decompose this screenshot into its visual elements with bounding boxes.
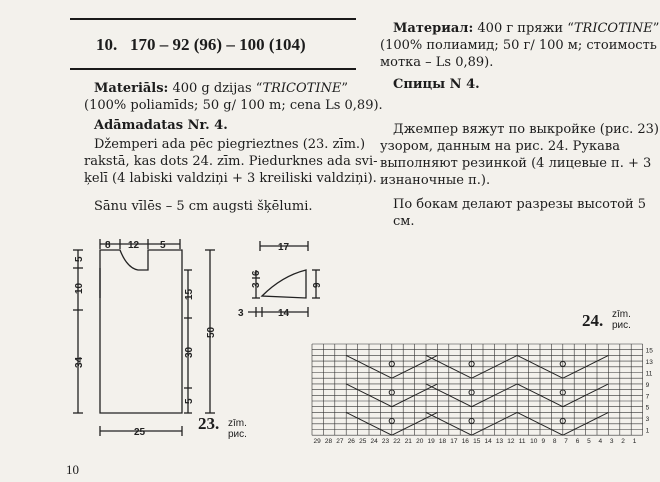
figure-23-labels: [228, 418, 247, 440]
lv-materials-line-2: (100% poliamīds; 50 g/ 100 m; cena Ls 0,89).: [84, 98, 383, 113]
dim-bottom-width: 25: [134, 427, 146, 438]
dim-top-b: 12: [128, 240, 140, 251]
chart-column-number: 1: [632, 438, 637, 446]
lv-materials: [94, 80, 364, 97]
sleeve-dim-left-2: 6: [251, 270, 262, 276]
chart-column-number: 18: [438, 438, 447, 446]
figure-24-caption: [582, 311, 603, 331]
ru-materials-line-3: мотка – Ls 0,89).: [380, 55, 494, 70]
chart-column-number: 16: [461, 438, 469, 446]
chart-column-number: 5: [587, 438, 591, 446]
chart-column-number: 8: [552, 438, 557, 446]
lv-needles: Adāmadatas Nr. 4.: [94, 118, 228, 133]
chart-column-number: 29: [313, 438, 321, 446]
ru-materials-line-2: (100% полиамид; 50 г/ 100 м; стоимость: [380, 38, 657, 53]
ru-quote-close: ”: [652, 21, 660, 36]
pattern-heading: [96, 35, 306, 55]
lv-slits: Sānu vīlēs – 5 cm augsti šķēlumi.: [94, 199, 313, 214]
figure-24-number: 24.: [582, 311, 604, 330]
ru-yarn-name: TRICOTINE: [573, 21, 653, 36]
header-top-rule: [70, 18, 356, 20]
chart-column-number: 19: [427, 438, 435, 446]
chart-column-number: 3: [609, 438, 614, 446]
lv-yarn-name: TRICOTINE: [262, 81, 342, 96]
page-number: 10: [66, 462, 79, 477]
chart-column-number: 26: [347, 438, 355, 446]
pattern-number: 10.: [96, 35, 118, 54]
dim-left-a: 5: [74, 256, 85, 262]
chart-column-number: 24: [370, 438, 378, 446]
chart-column-number: 20: [416, 438, 424, 446]
figure-23-caption: [198, 414, 219, 434]
chart-column-number: 10: [530, 438, 538, 446]
chart-row-number: 11: [645, 370, 653, 378]
chart-column-number: 17: [450, 438, 458, 446]
figure-23-label-lv: zīm.: [228, 418, 247, 429]
dim-right-b: 30: [184, 346, 195, 358]
chart-column-number: 12: [507, 438, 515, 446]
lv-materials-label: Materiāls:: [94, 81, 169, 96]
dim-total-height: 50: [206, 326, 217, 338]
chart-column-number: 6: [575, 438, 580, 446]
chart-column-number: 22: [393, 438, 401, 446]
chart-column-number: 14: [484, 438, 492, 446]
sleeve-dim-left: 3: [251, 282, 262, 288]
ru-body-line-3: выполняют резинкой (4 лицевые п. + 3: [380, 156, 652, 171]
chart-column-number: 7: [564, 438, 568, 446]
chart-column-number: 11: [518, 438, 526, 446]
figure-23-number: 23.: [198, 414, 220, 433]
chart-column-number: 21: [404, 438, 412, 446]
ru-body-line-1: Джемпер вяжут по выкройке (рис. 23): [393, 122, 659, 137]
chart-column-number: 27: [336, 438, 344, 446]
dim-left-c: 34: [74, 356, 85, 368]
figure-23-label-ru: рис.: [228, 429, 247, 440]
dim-right-a: 15: [184, 288, 195, 300]
chart-column-number: 28: [324, 438, 333, 446]
ru-materials-label: Материал:: [393, 21, 474, 36]
figure-24-stitch-chart: [308, 340, 660, 452]
sleeve-dim-top: 17: [278, 242, 290, 253]
ru-slits: По бокам делают разрезы высотой 5 см.: [393, 197, 647, 229]
lv-body-line-3: ķelī (4 labiski valdziņi + 3 kreiliski valdziņi).: [84, 171, 377, 186]
chart-column-number: 2: [621, 438, 625, 446]
sleeve-dim-right: 9: [312, 282, 323, 288]
sleeve-dim-bottom-a: 3: [238, 308, 244, 319]
dim-left-b: 10: [74, 282, 85, 294]
body-outline: [100, 250, 182, 413]
lv-body-line-1: Džemperi ada pēc piegrieztnes (23. zīm.): [94, 137, 366, 152]
dim-right-c: 5: [184, 398, 195, 404]
ru-body-line-4: изнаночные п.).: [380, 173, 491, 188]
figure-24-labels: [612, 309, 631, 331]
figure-24-label-ru: рис.: [612, 320, 631, 331]
chart-row-number: 1: [645, 427, 650, 435]
lv-quote-close: ”: [341, 81, 348, 96]
dim-top-c: 5: [160, 240, 166, 251]
ru-materials: [393, 20, 659, 37]
chart-column-number: 25: [359, 438, 367, 446]
ru-body-line-2: узором, данным на рис. 24. Рукава: [380, 139, 620, 154]
sleeve-outline: [262, 270, 306, 298]
header-bottom-rule: [70, 68, 356, 70]
figure-24-label-lv: zīm.: [612, 309, 631, 320]
chart-row-number: 15: [645, 347, 653, 355]
chart-column-number: 15: [473, 438, 481, 446]
ru-materials-text: 400 г пряжи “: [473, 21, 574, 36]
chart-row-number: 13: [645, 359, 653, 367]
lv-materials-text: 400 g dzijas “: [168, 81, 263, 96]
lv-body-line-2: rakstā, kas dots 24. zīm. Piedurknes ada svi-: [84, 154, 378, 169]
ru-needles: Спицы N 4.: [393, 77, 480, 92]
chart-column-number: 23: [381, 438, 390, 446]
sleeve-dim-bottom-b: 14: [278, 308, 290, 319]
chart-row-number: 9: [645, 381, 650, 389]
chart-row-number: 3: [645, 416, 650, 424]
chart-column-number: 9: [541, 438, 546, 446]
chart-column-number: 13: [495, 438, 504, 446]
chart-row-number: 7: [645, 393, 650, 401]
pattern-sizes: 170 – 92 (96) – 100 (104): [130, 35, 306, 54]
chart-row-number: 5: [645, 404, 650, 412]
chart-column-number: 4: [598, 438, 603, 446]
dim-top-a: 8: [105, 240, 111, 251]
